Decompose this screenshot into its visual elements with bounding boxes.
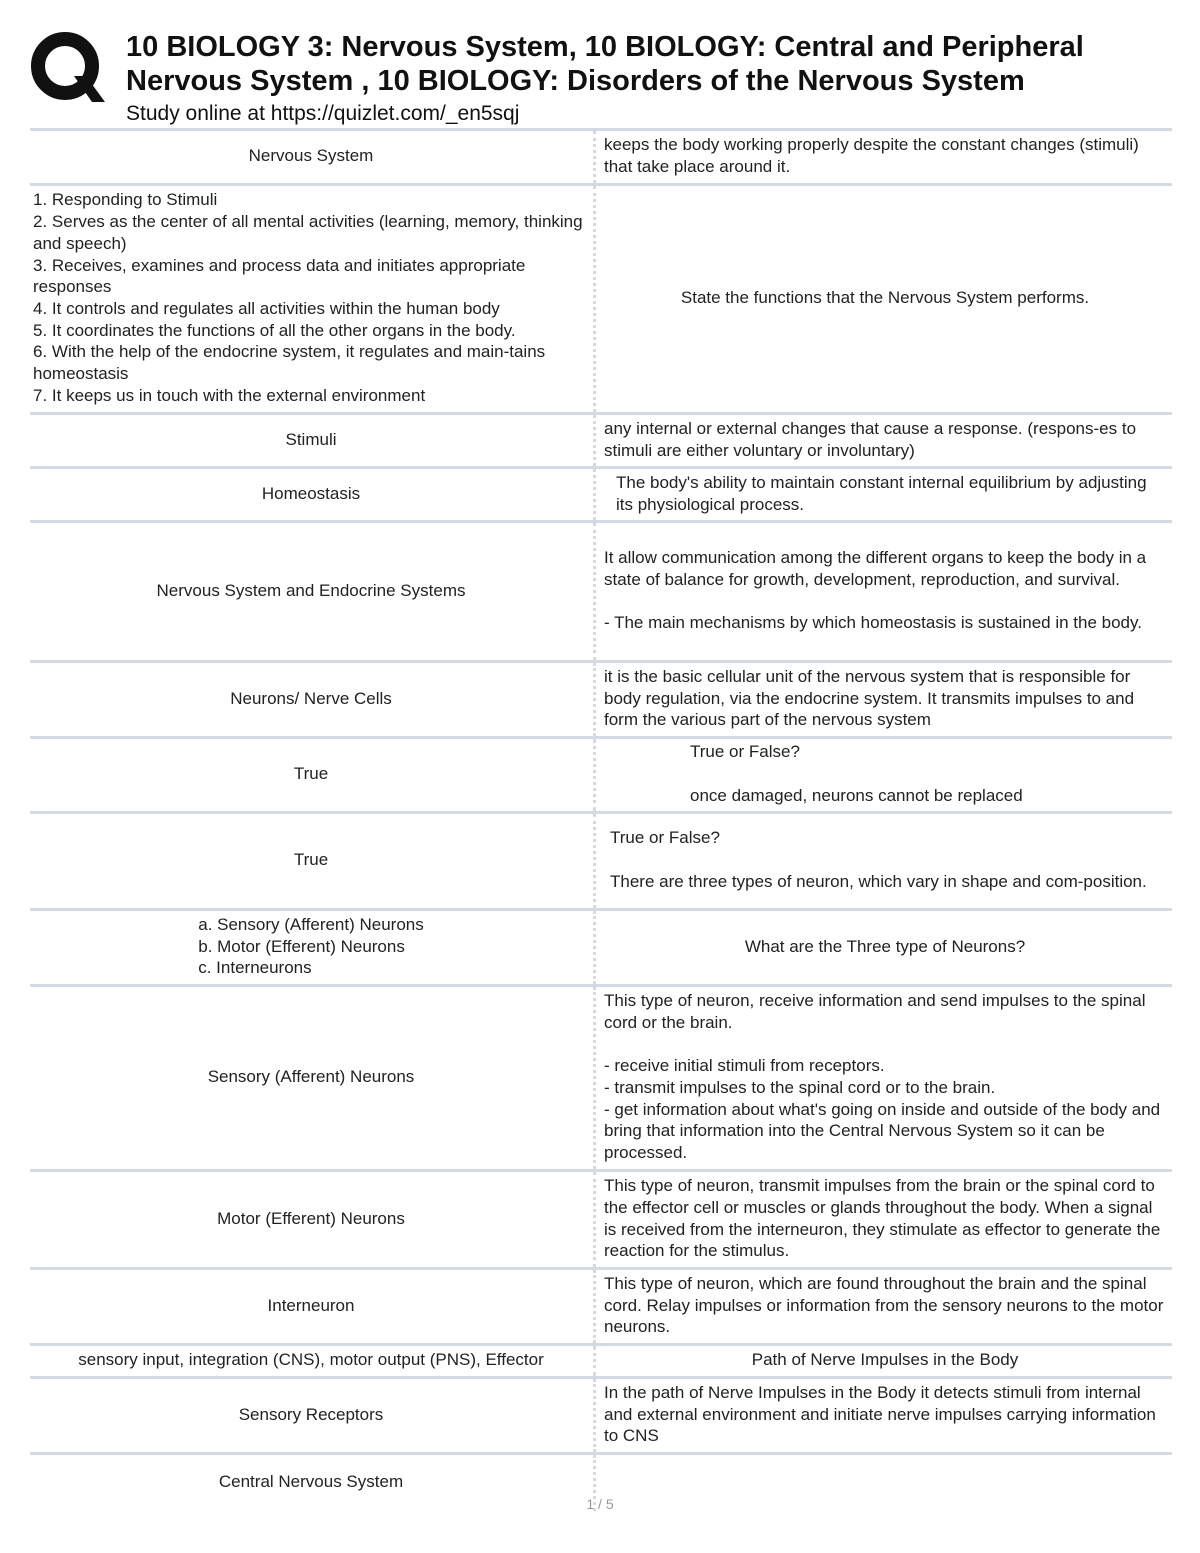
term-cell: Neurons/ Nerve Cells — [30, 663, 596, 736]
term-cell: True — [30, 739, 596, 811]
definition-cell: keeps the body working properly despite the constant changes (stimuli) that take place around it. — [604, 135, 1139, 176]
definition-cell: What are the Three type of Neurons? — [744, 936, 1026, 956]
term-cell: 1. Responding to Stimuli 2. Serves as the center of all mental activities (learning, memory, thinking and speech) 3. Receives, examines and process data and initiates appropriate responses 4. It controls and regulates all activities within the human body 5. It coordinates the functions of all the other organs in the body. 6. With the help of the endocrine system, it regulates and main-tains homeostasis 7. It keeps us in touch with the external environment — [30, 186, 596, 412]
term-cell: Interneuron — [30, 1270, 596, 1343]
definition-cell: The body's ability to maintain constant internal equilibrium by adjusting its physiological process. — [616, 472, 1147, 514]
term-cell: Nervous System — [30, 131, 596, 183]
definition-cell: State the functions that the Nervous System performs. — [680, 288, 1090, 308]
study-link[interactable]: Study online at https://quizlet.com/_en5sqj — [126, 102, 520, 125]
definition-cell: This type of neuron, which are found throughout the brain and the spinal cord. Relay impulses or information from the sensory neurons to the motor neurons. — [604, 1273, 1164, 1337]
page-header — [30, 30, 1175, 126]
table-row — [30, 739, 1172, 814]
table-row — [30, 1172, 1172, 1270]
definition-cell: In the path of Nerve Impulses in the Body it detects stimuli from internal and external environment and initiate nerve impulses carrying information to CNS — [604, 1382, 1156, 1446]
table-row — [30, 1270, 1172, 1346]
term-cell: Homeostasis — [30, 469, 596, 520]
flashcard-table — [30, 128, 1172, 1511]
table-row — [30, 663, 1172, 739]
definition-cell: This type of neuron, receive information and send impulses to the spinal cord or the brain. - receive initial stimuli from receptors. - transmit impulses to the spinal cord or to the brain. - get information about what's going on inside and outside of the body and bring that information into the Central Nervous System so it can be processed. — [604, 991, 1161, 1163]
table-row — [30, 469, 1172, 523]
definition-cell: any internal or external changes that cause a response. (respons-es to stimuli are either voluntary or involuntary) — [604, 418, 1137, 460]
table-row — [30, 814, 1172, 911]
table-row — [30, 1346, 1172, 1379]
table-row — [30, 987, 1172, 1172]
table-row — [30, 131, 1172, 186]
table-row — [30, 911, 1172, 987]
term-cell: Stimuli — [30, 415, 596, 466]
definition-cell: True or False? There are three types of neuron, which vary in shape and com-position. — [610, 828, 1147, 891]
definition-cell: it is the basic cellular unit of the nervous system that is responsible for body regulation, via the endocrine system. It transmits impulses to and form the various part of the nervous system — [604, 666, 1135, 730]
term-cell: Motor (Efferent) Neurons — [30, 1172, 596, 1267]
page-title: 10 BIOLOGY 3: Nervous System, 10 BIOLOGY: Central and Peripheral Nervous System , 10 BIOLOGY: Disorders of the Nervous System — [126, 31, 1084, 97]
term-cell: Nervous System and Endocrine Systems — [30, 523, 596, 660]
quizlet-logo-icon — [30, 30, 106, 106]
table-row — [30, 523, 1172, 663]
definition-cell: It allow communication among the different organs to keep the body in a state of balance for growth, development, reproduction, and survival. - The main mechanisms by which homeostasis is sustained in the body. — [604, 548, 1147, 633]
term-cell: True — [30, 814, 596, 908]
definition-cell: Path of Nerve Impulses in the Body — [751, 1350, 1019, 1370]
term-cell: sensory input, integration (CNS), motor output (PNS), Effector — [30, 1346, 596, 1376]
definition-cell: True or False? once damaged, neurons cannot be replaced — [690, 742, 1023, 805]
term-cell: Central Nervous System — [30, 1455, 596, 1511]
table-row — [30, 1379, 1172, 1455]
term-cell: a. Sensory (Afferent) Neurons b. Motor (Efferent) Neurons c. Interneurons — [30, 911, 596, 984]
page-number: 1 / 5 — [586, 1496, 614, 1512]
table-row — [30, 415, 1172, 469]
definition-cell: This type of neuron, transmit impulses from the brain or the spinal cord to the effector cell or muscles or glands throughout the body. When a signal is received from the interneuron, they stimulate as effector to generate the reaction for the stimulus. — [604, 1176, 1161, 1261]
term-cell: Sensory Receptors — [30, 1379, 596, 1452]
table-row — [30, 186, 1172, 415]
term-cell: Sensory (Afferent) Neurons — [30, 987, 596, 1169]
